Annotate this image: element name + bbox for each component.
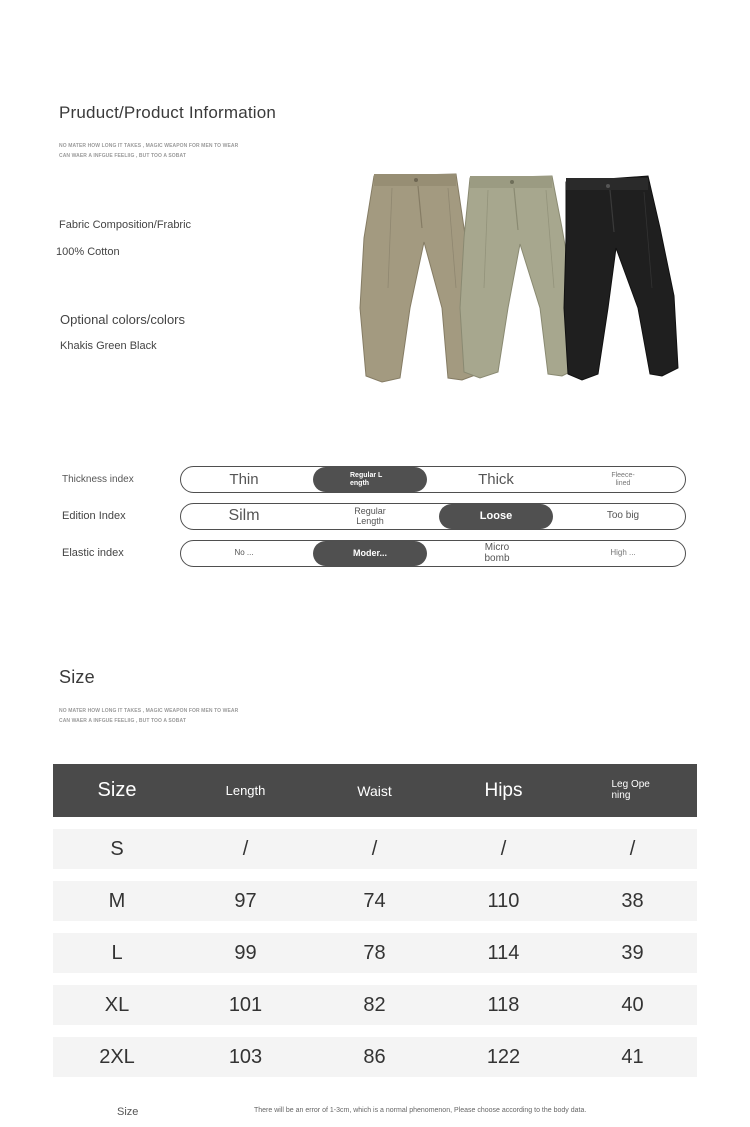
edition-option-loose-label: Loose [479,509,513,522]
edition-option-regular-label: Regular Length [354,506,386,526]
cell-leg-opening: 40 [621,993,644,1016]
product-info-tagline-2: CAN WAER A INFGUE FEELIIG , BUT TOO A SOBAT [59,153,186,159]
cell-length: 101 [228,993,263,1016]
product-info-tagline-1: NO MATER HOW LONG IT TAKES , MAGIC WEAPON FOR MEN TO WEAR [59,143,239,149]
cell-size: S [110,837,124,860]
cell-size: M [108,889,126,912]
thickness-option-fleece-label: Fleece-lined [611,472,635,487]
elastic-option-micro-label: Micro bomb [484,542,510,564]
cell-size: XL [104,993,130,1016]
thickness-index-scale [180,466,686,493]
green-pants [460,176,578,378]
cell-waist: 86 [363,1045,386,1068]
fabric-label: Fabric Composition/Frabric [59,219,192,231]
cell-length: 103 [228,1045,263,1068]
edition-index-scale [180,503,686,530]
cell-waist: 74 [363,889,386,912]
elastic-option-none-label: No ... [234,548,254,558]
size-tagline-2: CAN WAER A INFGUE FEELIIG , BUT TOO A SOBAT [59,718,186,724]
cell-length: 99 [234,941,257,964]
size-tagline-1: NO MATER HOW LONG IT TAKES , MAGIC WEAPON FOR MEN TO WEAR [59,708,239,714]
header-size: Size [97,779,137,801]
cell-leg-opening: 39 [621,941,644,964]
cell-hips: / [500,837,507,860]
colors-label: Optional colors/colors [60,312,185,327]
thickness-option-regular-label: Regular L ength [350,472,383,487]
elastic-option-micro [477,541,517,566]
black-pants [564,176,678,380]
table-row [53,933,697,973]
elastic-option-moderate-label: Moder... [352,547,387,558]
elastic-option-high [566,541,680,566]
edition-option-too-big [593,504,653,529]
edition-option-loose [439,504,553,529]
table-row [53,881,697,921]
cell-hips: 118 [487,993,520,1016]
size-table-header [53,764,697,817]
cell-length: 97 [234,889,257,912]
thickness-index-label: Thickness index [62,474,134,485]
colors-value: Khakis Green Black [60,340,157,352]
cell-size: L [111,941,123,964]
thickness-option-thin-label: Thin [229,470,259,488]
table-row [53,829,697,869]
elastic-option-none [187,541,301,566]
edition-option-slim-label: Silm [228,507,260,525]
thickness-option-thick-label: Thick [478,470,514,488]
thickness-option-thin [187,467,301,492]
cell-waist: 78 [363,941,386,964]
edition-option-too-big-label: Too big [606,510,640,522]
cell-waist: 82 [363,993,386,1016]
cell-hips: 122 [486,1045,521,1068]
header-leg-opening [568,764,697,817]
thickness-option-fleece [566,467,680,492]
thickness-option-regular [313,467,427,492]
cell-leg-opening: 41 [621,1045,644,1068]
elastic-option-high-label: High ... [610,548,636,558]
edition-index-label: Edition Index [62,510,126,522]
header-length: Length [225,783,266,798]
edition-option-regular [351,504,389,529]
header-waist: Waist [357,782,392,799]
pants-illustration [352,168,684,390]
cell-size: 2XL [99,1045,135,1068]
cell-hips: 110 [487,889,520,912]
cell-leg-opening: 38 [621,889,644,912]
footer-note: There will be an error of 1-3cm, which is a normal phenomenon, Please choose according to the body data. [254,1107,587,1114]
cell-length: / [242,837,249,860]
cell-waist: / [371,837,378,860]
thickness-option-thick [439,467,553,492]
edition-option-slim [217,504,271,529]
header-leg-opening-label: Leg Ope ning [611,779,650,801]
fabric-value: 100% Cotton [56,246,120,258]
footer-size-label: Size [117,1106,139,1118]
product-info-title: Pruduct/Product Information [59,103,277,122]
product-image [352,168,684,390]
header-hips: Hips [484,779,523,801]
elastic-index-label: Elastic index [62,547,124,559]
elastic-index-scale [180,540,686,567]
table-row [53,1037,697,1077]
cell-leg-opening: / [629,837,636,860]
khaki-pants [360,174,478,382]
cell-hips: 114 [487,941,520,964]
elastic-option-moderate [313,541,427,566]
table-row [53,985,697,1025]
size-section-title: Size [59,667,95,687]
